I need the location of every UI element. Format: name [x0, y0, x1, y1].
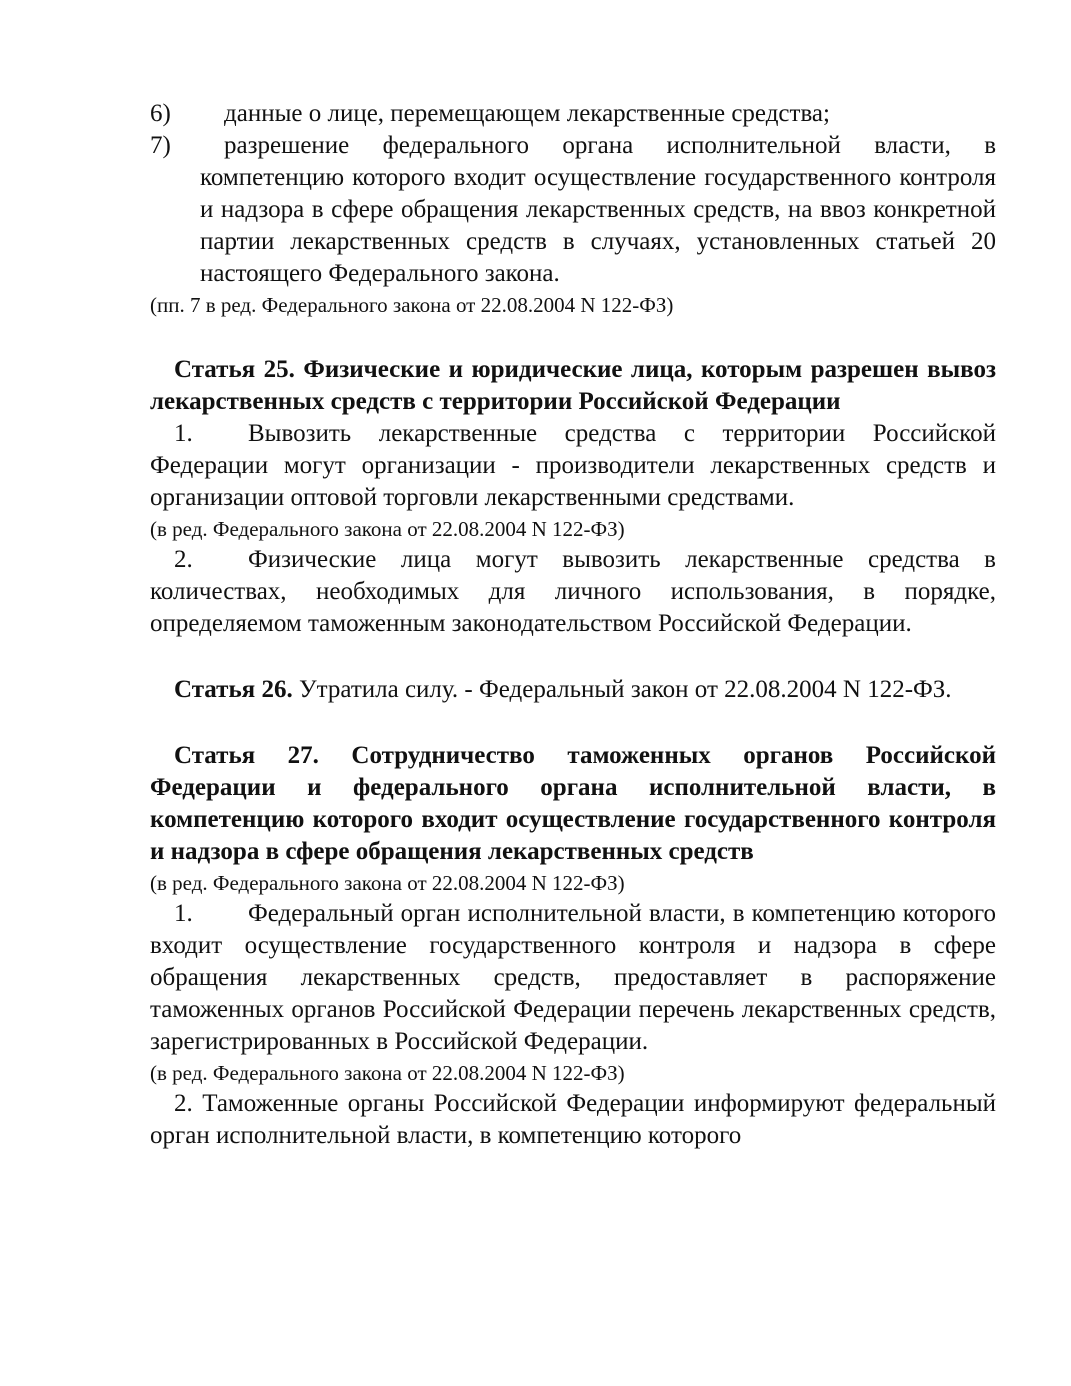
paragraph-text: Вывозить лекарственные средства с территории Российской Федерации могут организации - производители лекарственных средств и организации оптовой торговли лекарственными средствами.	[150, 420, 996, 511]
list-item-text: данные о лице, перемещающем лекарственные средства;	[224, 100, 830, 127]
paragraph-text: Федеральный орган исполнительной власти, в компетенцию которого входит осуществление государственного контроля и надзора в сфере обращения лекарственных средств, предоставляет в распоряжение таможенных органов Российской Федерации перечень лекарственных средств, зарегистрированных в Российской Федерации.	[150, 900, 996, 1055]
document-page	[150, 98, 996, 1152]
amendment-note: (в ред. Федерального закона от 22.08.2004 N 122-ФЗ)	[150, 871, 625, 895]
amendment-note: (в ред. Федерального закона от 22.08.2004 N 122-ФЗ)	[150, 517, 625, 541]
list-item-7	[150, 130, 996, 290]
list-item-number: 7)	[150, 132, 171, 159]
article-27-paragraph-2	[150, 1088, 996, 1152]
list-item-text: разрешение федерального органа исполнительной власти, в компетенцию которого входит осуществление государственного контроля и надзора в сфере обращения лекарственных средств, на ввоз конкретной партии лекарственных средств в случаях, установленных статьей 20 настоящего Федерального закона.	[200, 132, 996, 287]
paragraph-text: Физические лица могут вывозить лекарственные средства в количествах, необходимых для личного использования, в порядке, определяемом таможенным законодательством Российской Федерации.	[150, 546, 996, 637]
paragraph-number: 1.	[174, 420, 193, 447]
paragraph-text: Таможенные органы Российской Федерации информируют федеральный орган исполнительной власти, в компетенцию которого	[150, 1090, 997, 1149]
amendment-note: (в ред. Федерального закона от 22.08.2004 N 122-ФЗ)	[150, 1061, 625, 1085]
article-25-title: Статья 25. Физические и юридические лица, которым разрешен вывоз лекарственных средств с территории Российской Федерации	[150, 356, 996, 415]
article-27-paragraph-1	[150, 898, 996, 1058]
article-27-title: Статья 27. Сотрудничество таможенных органов Российской Федерации и федерального органа исполнительной власти, в компетенцию которого входит осуществление государственного контроля и надзора в сфере обращения лекарственных средств	[150, 742, 996, 865]
list-item-6	[150, 98, 996, 130]
article-25-paragraph-1	[150, 418, 996, 514]
article-26-label: Статья 26.	[174, 676, 293, 703]
article-26	[150, 674, 996, 706]
paragraph-number: 2.	[174, 1090, 193, 1117]
amendment-note-pp7: (пп. 7 в ред. Федерального закона от 22.08.2004 N 122-ФЗ)	[150, 293, 674, 317]
list-item-number: 6)	[150, 100, 171, 127]
paragraph-number: 2.	[174, 546, 193, 573]
article-25-paragraph-2	[150, 544, 996, 640]
article-26-text: Утратила силу. - Федеральный закон от 22.08.2004 N 122-ФЗ.	[298, 676, 952, 703]
paragraph-number: 1.	[174, 900, 193, 927]
